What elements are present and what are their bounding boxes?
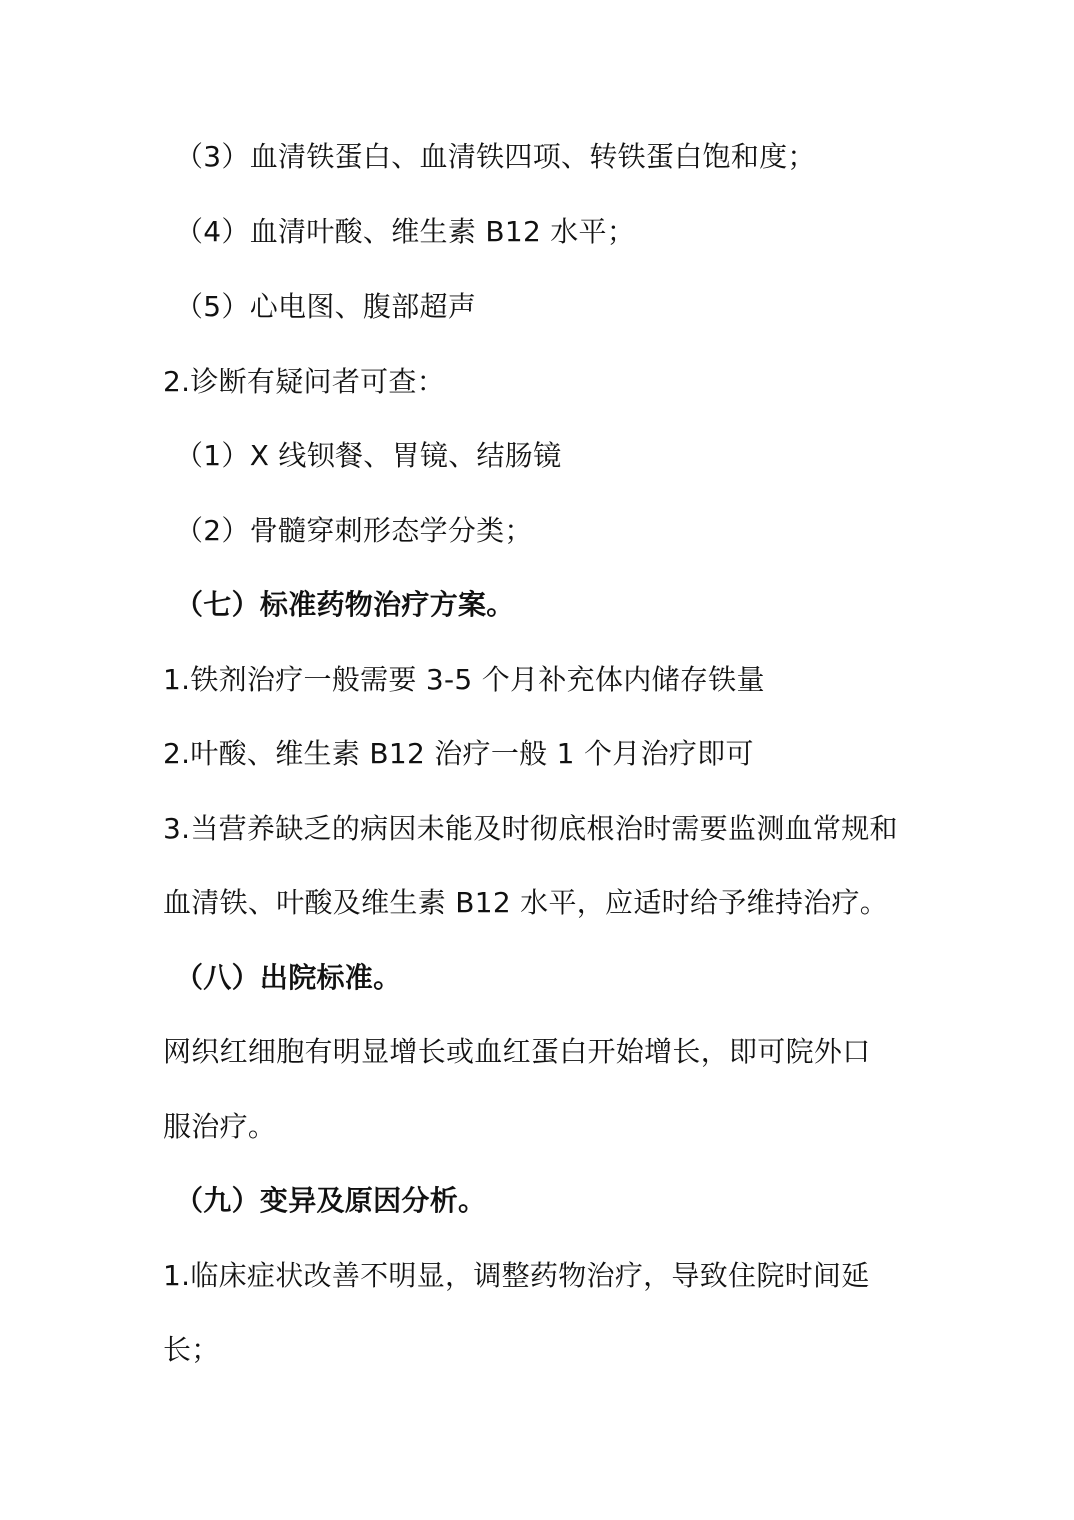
list-item-barium-endoscopy: （1）X 线钡餐、胃镜、结肠镜 bbox=[175, 439, 562, 472]
section-heading-treatment: （七）标准药物治疗方案。 bbox=[175, 588, 515, 621]
paragraph-discharge-line2: 服治疗。 bbox=[163, 1110, 277, 1143]
paragraph-iron-therapy: 1.铁剂治疗一般需要 3-5 个月补充体内储存铁量 bbox=[163, 663, 765, 696]
list-item-ecg-ultrasound: （5）心电图、腹部超声 bbox=[175, 290, 477, 323]
paragraph-discharge-line1: 网织红细胞有明显增长或血红蛋白开始增长，即可院外口 bbox=[163, 1035, 871, 1068]
paragraph-folate-therapy: 2.叶酸、维生素 B12 治疗一般 1 个月治疗即可 bbox=[163, 737, 754, 770]
list-item-bone-marrow: （2）骨髓穿刺形态学分类； bbox=[175, 514, 533, 547]
section-heading-variation: （九）变异及原因分析。 bbox=[175, 1184, 487, 1217]
paragraph-variation-line1: 1.临床症状改善不明显，调整药物治疗，导致住院时间延 bbox=[163, 1259, 870, 1292]
section-heading-discharge: （八）出院标准。 bbox=[175, 961, 402, 994]
paragraph-monitoring-line2: 血清铁、叶酸及维生素 B12 水平，应适时给予维持治疗。 bbox=[163, 886, 889, 919]
paragraph-monitoring-line1: 3.当营养缺乏的病因未能及时彻底根治时需要监测血常规和 bbox=[163, 812, 898, 845]
list-item-folate-b12: （4）血清叶酸、维生素 B12 水平； bbox=[175, 215, 636, 248]
list-item-serum-iron-tests: （3）血清铁蛋白、血清铁四项、转铁蛋白饱和度； bbox=[175, 140, 816, 173]
paragraph-diagnosis-doubt: 2.诊断有疑问者可查： bbox=[163, 365, 446, 398]
paragraph-variation-line2: 长； bbox=[163, 1333, 220, 1366]
